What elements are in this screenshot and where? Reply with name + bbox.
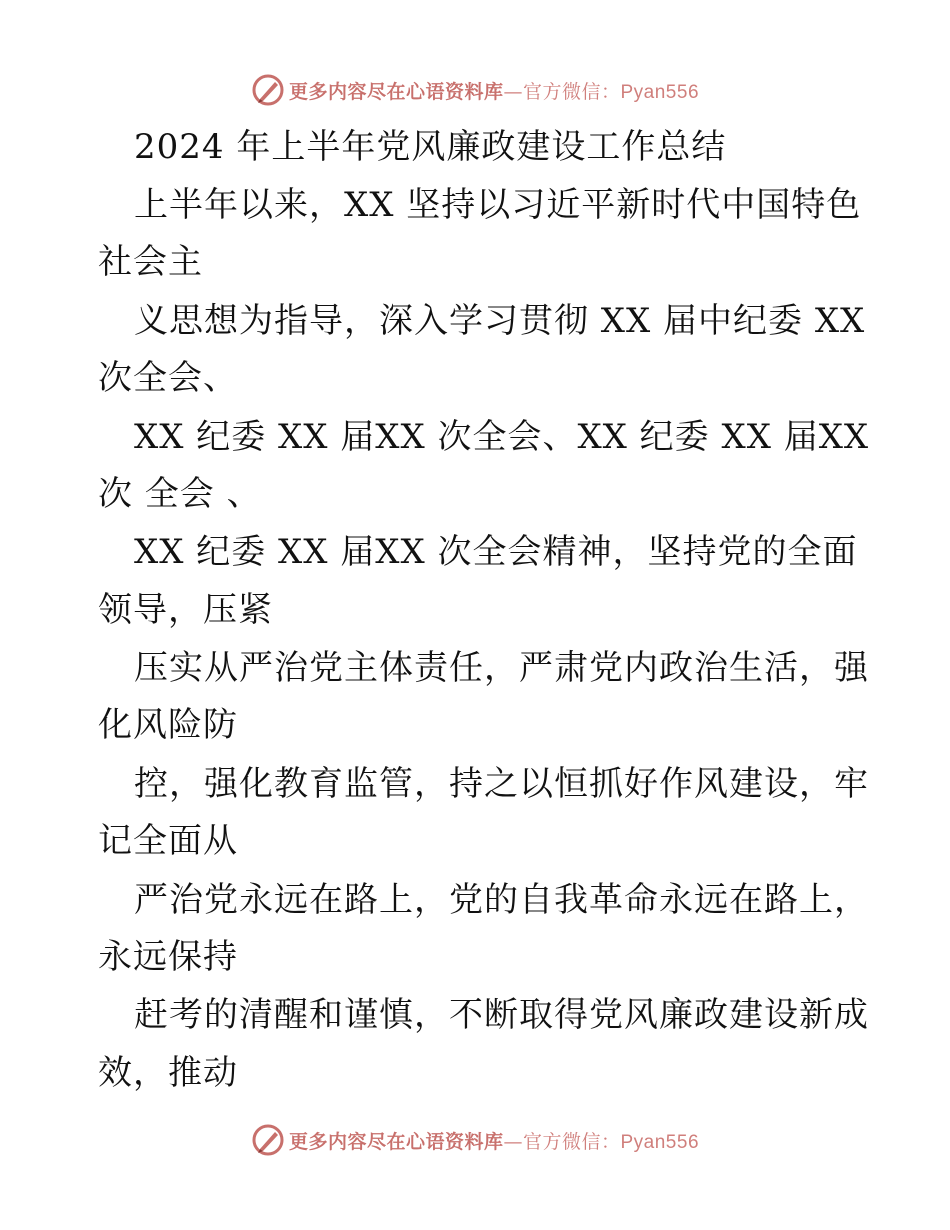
paragraph-line: 严治党永远在路上，党的自我革命永远在路上，	[134, 880, 869, 920]
paragraph-line: 永远保持	[98, 937, 238, 977]
paragraph-line: 领导，压紧	[98, 590, 273, 630]
watermark-separator: —官方微信：	[503, 1130, 621, 1153]
paragraph-line: 义思想为指导，深入学习贯彻 XX 届中纪委 XX	[134, 301, 866, 341]
watermark-wechat-id: Pyan556	[620, 81, 700, 103]
watermark-main: 更多内容尽在心语资料库	[288, 1130, 504, 1153]
paragraph-line: 控，强化教育监管，持之以恒抓好作风建设，牢	[134, 764, 869, 804]
watermark-text	[289, 1127, 699, 1154]
watermark-wechat-id: Pyan556	[620, 1131, 700, 1153]
paragraph-line: 记全面从	[98, 821, 238, 861]
paragraph-line: 压实从严治党主体责任，严肃党内政治生活，强	[134, 648, 869, 688]
watermark-main: 更多内容尽在心语资料库	[288, 80, 504, 103]
paragraph-line: 赶考的清醒和谨慎，不断取得党风廉政建设新成	[134, 995, 869, 1035]
paragraph-line: 效，推动	[98, 1053, 238, 1093]
paragraph-line: 上半年以来，XX 坚持以习近平新时代中国特色	[134, 185, 862, 225]
paragraph-line: XX 纪委 XX 届XX 次全会精神，坚持党的全面	[134, 532, 858, 572]
watermark-separator: —官方微信：	[503, 80, 621, 103]
pen-logo-icon	[251, 1123, 285, 1157]
paragraph-line: XX 纪委 XX 届XX 次全会、XX 纪委 XX 届XX	[134, 417, 870, 457]
paragraph-line: 化风险防	[98, 705, 238, 745]
document-title: 2024 年上半年党风廉政建设工作总结	[134, 127, 727, 167]
paragraph-line: 社会主	[98, 242, 203, 282]
footer-watermark	[0, 1120, 950, 1160]
paragraph-line: 次 全会 、	[98, 474, 262, 514]
paragraph-line: 次全会、	[98, 358, 238, 398]
